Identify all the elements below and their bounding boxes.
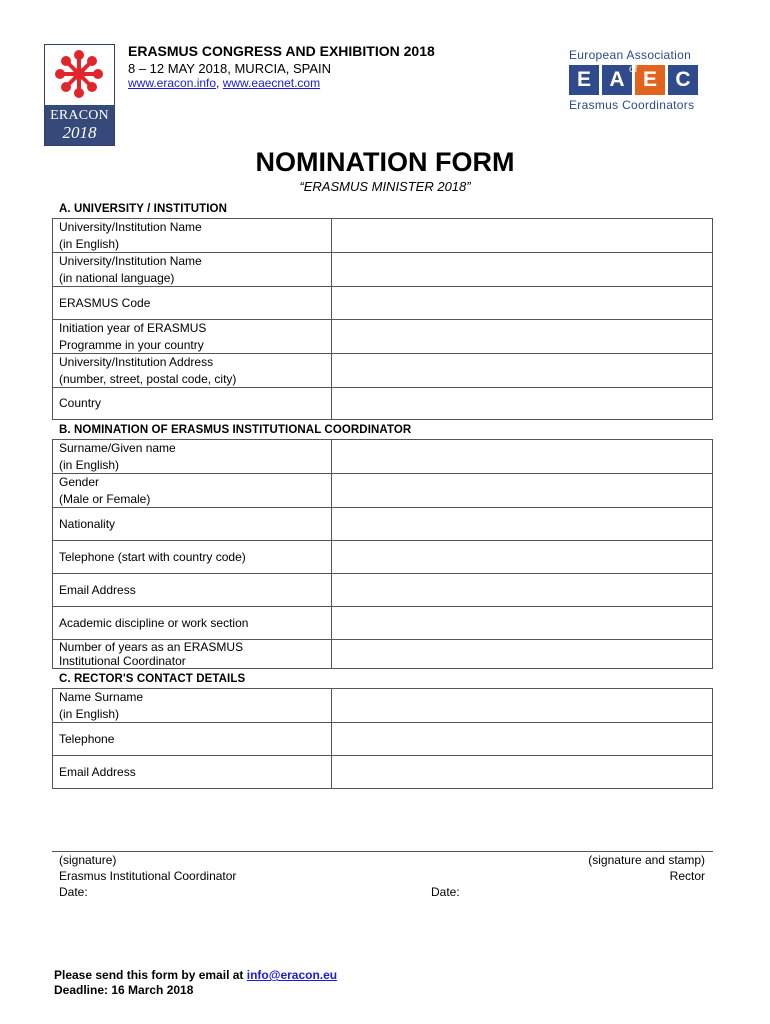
field-label: University/Institution Name (in national language) [53,253,332,287]
field-label: Email Address [53,574,332,607]
eaecnet-link[interactable]: www.eaecnet.com [222,76,321,90]
field-label: Gender (Male or Female) [53,474,332,508]
send-text: Please send this form by email at [54,968,247,982]
eracon-logo [44,44,115,146]
send-instructions [54,968,337,982]
field-input[interactable] [331,689,712,723]
field-label: Nationality [53,508,332,541]
signature-line [52,851,713,852]
section-a-table [52,218,713,420]
field-label: University/Institution Name (in English) [53,219,332,253]
rector-signature-label: (signature and stamp) [588,853,705,867]
eaec-letter: C [668,65,698,95]
section-b-heading: B. NOMINATION OF ERASMUS INSTITUTIONAL COORDINATOR [59,424,412,436]
eaec-logo [569,48,707,112]
eaec-letter: E [569,65,599,95]
eaec-letter: A [602,65,632,95]
field-input[interactable] [331,287,712,320]
field-label: Name Surname (in English) [53,689,332,723]
field-input[interactable] [331,320,712,354]
field-input[interactable] [331,574,712,607]
email-link[interactable]: info@eracon.eu [246,968,338,982]
field-label: Email Address [53,756,332,789]
section-b-table [52,439,713,669]
field-input[interactable] [331,253,712,287]
field-input[interactable] [331,607,712,640]
rector-role-label: Rector [669,869,705,883]
eaec-letter: of E [635,65,665,95]
field-label: Country [53,388,332,420]
eracon-star-icon [45,45,114,105]
field-input[interactable] [331,440,712,474]
field-input[interactable] [331,756,712,789]
field-label: ERASMUS Code [53,287,332,320]
field-input[interactable] [331,723,712,756]
form-title: NOMINATION FORM [255,147,515,177]
field-label: Telephone [53,723,332,756]
field-label: Number of years as an ERASMUS Institutional Coordinator [53,640,332,669]
field-input[interactable] [331,541,712,574]
field-label: Academic discipline or work section [53,607,332,640]
field-label: Telephone (start with country code) [53,541,332,574]
eracon-link[interactable]: www.eracon.info [128,76,217,90]
field-label: University/Institution Address (number, street, postal code, city) [53,354,332,388]
form-subtitle: “ERASMUS MINISTER 2018” [299,179,471,194]
deadline: Deadline: 16 March 2018 [54,983,194,997]
coordinator-date-label: Date: [59,885,88,899]
rector-date-label: Date: [431,885,460,899]
section-c-table [52,688,713,789]
eracon-logo-line1: ERACON [50,108,109,123]
field-label: Initiation year of ERASMUS Programme in your country [53,320,332,354]
field-input[interactable] [331,640,712,669]
event-links [128,76,320,90]
field-input[interactable] [331,354,712,388]
eaec-logo-line2: Erasmus Coordinators [569,98,695,112]
field-input[interactable] [331,219,712,253]
coordinator-role-label: Erasmus Institutional Coordinator [59,869,237,883]
link-separator: , [216,76,223,90]
eracon-logo-line2: 2018 [62,123,97,142]
eaec-of: of [629,64,638,75]
section-c-heading: C. RECTOR'S CONTACT DETAILS [59,673,246,685]
section-a-heading: A. UNIVERSITY / INSTITUTION [59,203,227,215]
field-input[interactable] [331,508,712,541]
field-label: Surname/Given name (in English) [53,440,332,474]
field-input[interactable] [331,474,712,508]
event-title: ERASMUS CONGRESS AND EXHIBITION 2018 [128,43,435,59]
field-input[interactable] [331,388,712,420]
coordinator-signature-label: (signature) [59,853,117,867]
event-dates: 8 – 12 MAY 2018, MURCIA, SPAIN [128,61,332,76]
eaec-logo-line1: European Association [569,48,692,62]
